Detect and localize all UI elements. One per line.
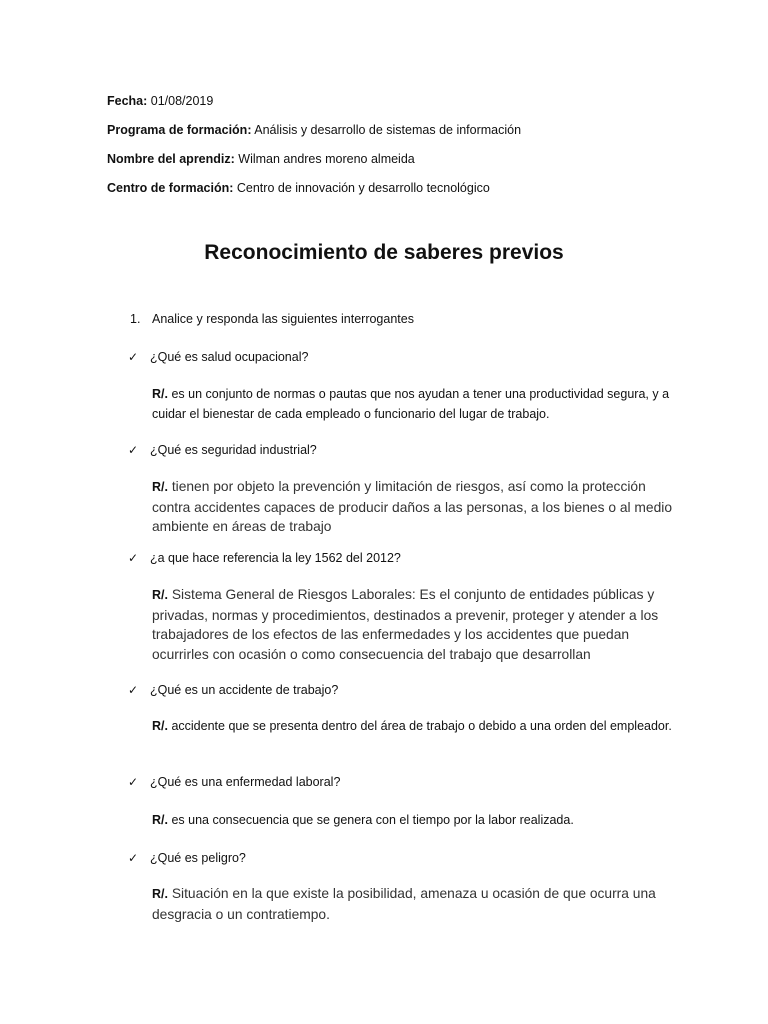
checkmark-icon: ✓: [128, 443, 139, 457]
question-text: ¿a que hace referencia la ley 1562 del 2012?: [150, 551, 401, 565]
aprendiz-line: [107, 151, 415, 167]
question-item: [128, 774, 340, 790]
page-title: Reconocimiento de saberes previos: [204, 241, 564, 264]
aprendiz-label: Nombre del aprendiz:: [107, 152, 235, 166]
centro-label: Centro de formación:: [107, 181, 234, 195]
checkmark-icon: ✓: [128, 551, 139, 565]
programa-line: [107, 122, 521, 138]
question-item: [128, 850, 246, 866]
checkmark-icon: ✓: [128, 851, 139, 865]
answer-text: accidente que se presenta dentro del área de trabajo o debido a una orden del empleador.: [167, 719, 672, 733]
question-text: ¿Qué es salud ocupacional?: [150, 350, 309, 364]
answer-label: R/.: [152, 719, 168, 733]
answer-text: Situación en la que existe la posibilidad, amenaza u ocasión de que ocurra una desgracia o un contratiempo.: [152, 886, 656, 922]
answer-text: es un conjunto de normas o pautas que nos ayudan a tener una productividad segura, y a cuidar el bienestar de cada empleado o funcionario del lugar de trabajo.: [152, 387, 670, 421]
checkmark-icon: ✓: [128, 775, 139, 789]
programa-value: Análisis y desarrollo de sistemas de información: [251, 123, 522, 137]
centro-value: Centro de innovación y desarrollo tecnológico: [233, 181, 490, 195]
answer-text: tienen por objeto la prevención y limitación de riesgos, así como la protección contra accidentes capaces de producir daños a las personas, a los bienes o al medio ambiente en áreas de trabajo: [152, 479, 672, 534]
checkmark-icon: ✓: [128, 683, 139, 697]
answer-text: Sistema General de Riesgos Laborales: Es el conjunto de entidades públicas y privadas, normas y procedimientos, destinados a prevenir, proteger y atender a los trabajadores de los efectos de las enfermedades y los accidentes que puedan ocurrirles con ocasión o como consecuencia del trabajo que desarrollan: [152, 587, 659, 662]
fecha-line: [107, 93, 213, 109]
intro-text: Analice y responda las siguientes interrogantes: [152, 312, 414, 326]
checkmark-icon: ✓: [128, 350, 139, 364]
question-text: ¿Qué es seguridad industrial?: [150, 443, 317, 457]
answer-block: [152, 477, 672, 537]
answer-label: R/.: [152, 588, 168, 602]
question-text: ¿Qué es peligro?: [150, 851, 246, 865]
fecha-label: Fecha:: [107, 94, 148, 108]
answer-label: R/.: [152, 480, 168, 494]
question-text: ¿Qué es una enfermedad laboral?: [150, 775, 341, 789]
answer-label: R/.: [152, 813, 168, 827]
answer-label: R/.: [152, 387, 168, 401]
intro-item: [130, 311, 414, 327]
answer-label: R/.: [152, 887, 168, 901]
answer-block: [152, 810, 672, 830]
question-item: [128, 349, 308, 365]
answer-block: [152, 585, 672, 664]
question-item: [128, 550, 401, 566]
answer-block: [152, 884, 672, 924]
centro-line: [107, 180, 490, 196]
answer-text: es una consecuencia que se genera con el tiempo por la labor realizada.: [167, 813, 574, 827]
aprendiz-value: Wilman andres moreno almeida: [234, 152, 415, 166]
question-text: ¿Qué es un accidente de trabajo?: [150, 683, 339, 697]
intro-number: 1.: [130, 312, 141, 326]
answer-block: [152, 384, 672, 424]
fecha-value: 01/08/2019: [147, 94, 214, 108]
question-item: [128, 442, 317, 458]
question-item: [128, 682, 338, 698]
answer-block: [152, 716, 672, 736]
programa-label: Programa de formación:: [107, 123, 252, 137]
